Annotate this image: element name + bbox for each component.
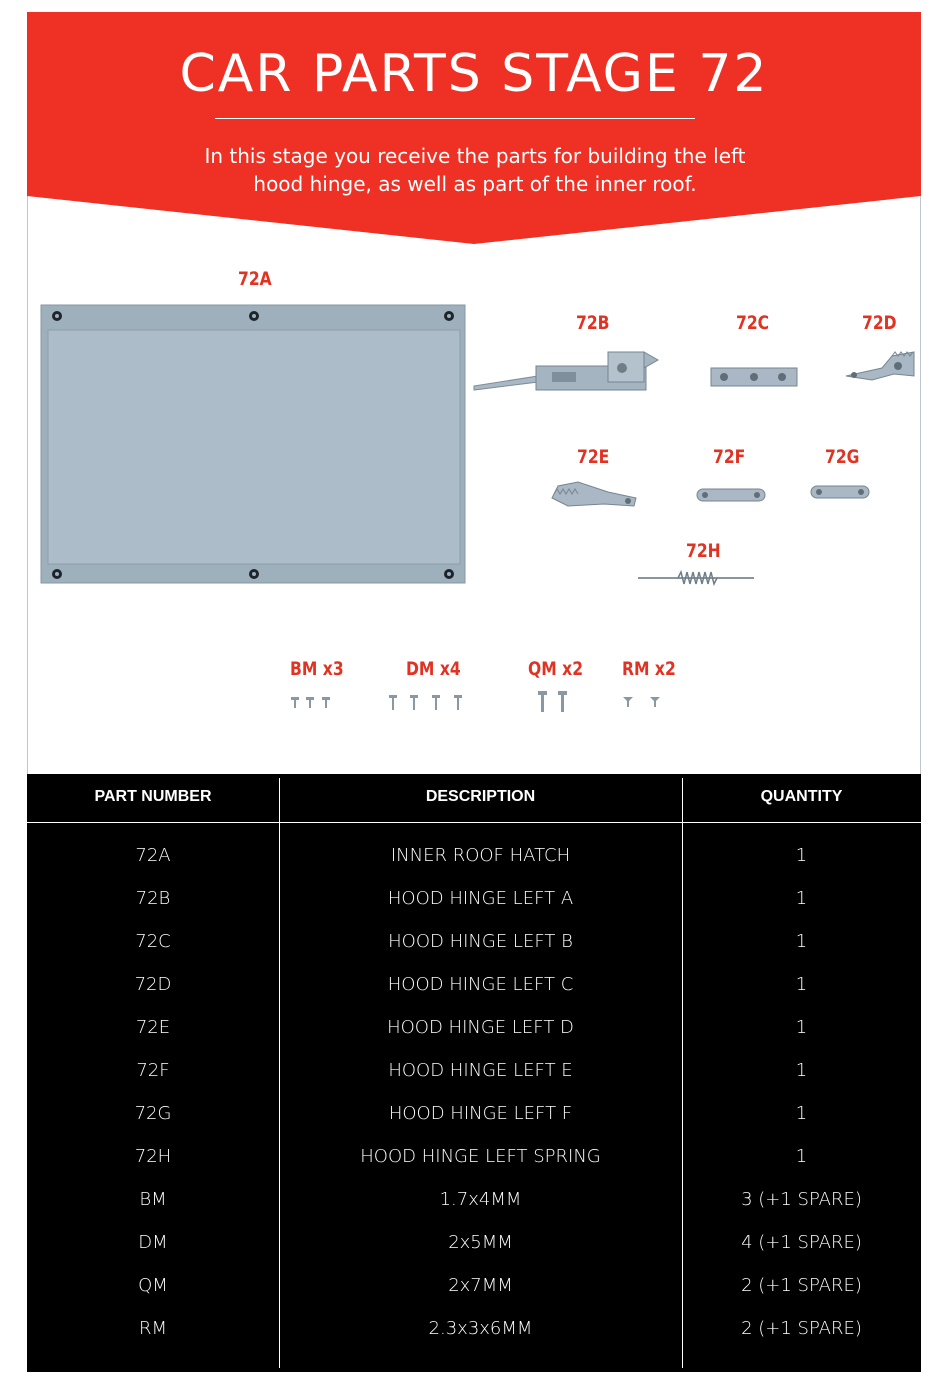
header-description: DESCRIPTION — [425, 788, 536, 805]
hood-hinge-left-e-image — [696, 486, 768, 504]
cell-part-number: 72F — [136, 1060, 170, 1081]
screw-label-qm: QM x2 — [528, 658, 584, 680]
inner-roof-hatch-image — [40, 304, 468, 586]
cell-quantity: 1 — [795, 1146, 808, 1167]
cell-description: HOOD HINGE LEFT C — [387, 974, 574, 995]
cell-quantity: 1 — [795, 931, 808, 952]
cell-quantity: 3 (+1 SPARE) — [741, 1189, 862, 1210]
cell-part-number: QM — [138, 1275, 168, 1296]
table-row — [27, 1264, 921, 1307]
cell-part-number: 72A — [135, 845, 171, 866]
hood-hinge-left-c-image — [842, 348, 918, 390]
part-label-72b: 72B — [576, 312, 610, 334]
parts-table — [27, 774, 921, 1372]
cell-description: HOOD HINGE LEFT D — [387, 1017, 574, 1038]
part-label-72c: 72C — [736, 312, 770, 334]
header-quantity: QUANTITY — [760, 788, 843, 805]
table-row — [27, 1135, 921, 1178]
hood-hinge-left-d-image — [548, 478, 640, 510]
cell-part-number: 72C — [135, 931, 171, 952]
screw-qm-image — [536, 690, 572, 714]
header-divider — [27, 822, 921, 823]
page-subtitle: In this stage you receive the parts for building the left hood hinge, as well as part of the inner roof. — [204, 144, 746, 196]
cell-description: HOOD HINGE LEFT F — [388, 1103, 573, 1124]
part-label-72e: 72E — [577, 446, 610, 468]
part-label-72h: 72H — [686, 540, 721, 562]
cell-quantity: 1 — [795, 1017, 808, 1038]
table-row — [27, 1221, 921, 1264]
cell-part-number: DM — [138, 1232, 168, 1253]
cell-quantity: 1 — [795, 1103, 808, 1124]
cell-description: HOOD HINGE LEFT A — [387, 888, 574, 909]
table-row — [27, 1049, 921, 1092]
table-row — [27, 1307, 921, 1350]
part-label-72f: 72F — [713, 446, 746, 468]
table-row — [27, 920, 921, 963]
cell-description: INNER ROOF HATCH — [390, 845, 571, 866]
table-row — [27, 963, 921, 1006]
cell-quantity: 1 — [795, 888, 808, 909]
screw-label-rm: RM x2 — [622, 658, 676, 680]
table-row — [27, 834, 921, 877]
screw-dm-image — [388, 694, 466, 712]
table-row — [27, 1006, 921, 1049]
cell-description: HOOD HINGE LEFT SPRING — [360, 1146, 601, 1167]
screw-label-bm: BM x3 — [290, 658, 344, 680]
cell-quantity: 1 — [795, 1060, 808, 1081]
cell-quantity: 4 (+1 SPARE) — [741, 1232, 862, 1253]
cell-part-number: 72H — [134, 1146, 172, 1167]
cell-description: 2x7MM — [448, 1275, 513, 1296]
screw-rm-image — [622, 696, 666, 708]
cell-description: 2.3x3x6MM — [428, 1318, 533, 1339]
part-label-72g: 72G — [825, 446, 860, 468]
cell-description: HOOD HINGE LEFT B — [388, 931, 573, 952]
header-part-number: PART NUMBER — [94, 788, 212, 805]
cell-description: 2x5MM — [448, 1232, 513, 1253]
part-label-72d: 72D — [862, 312, 897, 334]
screw-label-dm: DM x4 — [406, 658, 461, 680]
cell-part-number: 72G — [134, 1103, 172, 1124]
cell-quantity: 2 (+1 SPARE) — [741, 1318, 862, 1339]
cell-description: 1.7x4MM — [439, 1189, 522, 1210]
cell-part-number: 72B — [135, 888, 171, 909]
title-divider — [215, 118, 695, 119]
table-row — [27, 877, 921, 920]
hood-hinge-left-f-image — [810, 483, 872, 501]
screw-bm-image — [290, 696, 336, 710]
cell-description: HOOD HINGE LEFT E — [388, 1060, 573, 1081]
cell-part-number: RM — [138, 1318, 168, 1339]
cell-part-number: BM — [139, 1189, 167, 1210]
table-row — [27, 1092, 921, 1135]
hood-hinge-left-b-image — [710, 366, 800, 388]
cell-quantity: 1 — [795, 845, 808, 866]
cell-part-number: 72D — [134, 974, 172, 995]
cell-quantity: 1 — [795, 974, 808, 995]
page-title: CAR PARTS STAGE 72 — [179, 44, 769, 104]
part-label-72a: 72A — [238, 268, 272, 290]
cell-part-number: 72E — [135, 1017, 171, 1038]
table-row — [27, 1178, 921, 1221]
hood-hinge-left-spring-image — [636, 570, 756, 586]
cell-quantity: 2 (+1 SPARE) — [741, 1275, 862, 1296]
hood-hinge-left-a-image — [472, 346, 660, 394]
